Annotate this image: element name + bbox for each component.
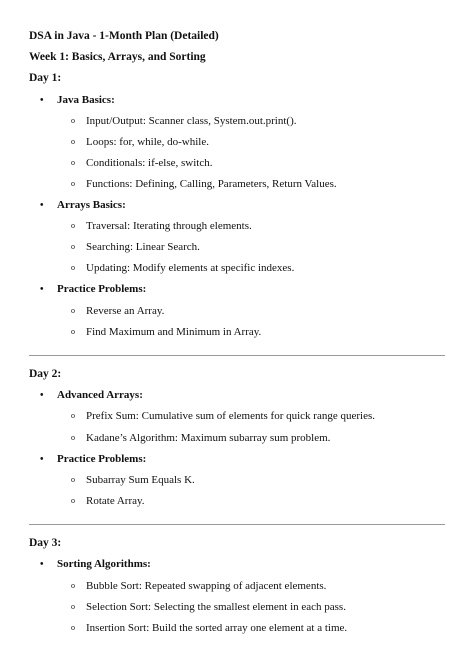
week-heading: Week 1: Basics, Arrays, and Sorting bbox=[29, 51, 206, 63]
list-item-text: Insertion Sort: Build the sorted array one element at a time. bbox=[86, 622, 348, 634]
topic-label: Advanced Arrays: bbox=[57, 389, 143, 401]
list-item bbox=[71, 305, 164, 317]
topic-label: Practice Problems: bbox=[57, 453, 147, 465]
topic-advanced-arrays bbox=[40, 389, 143, 401]
list-item-text: Bubble Sort: Repeated swapping of adjacent elements. bbox=[86, 580, 327, 592]
list-item-text: Functions: Defining, Calling, Parameters, Return Values. bbox=[86, 178, 337, 190]
topic-practice-problems bbox=[40, 453, 146, 465]
bullet-icon: • bbox=[40, 454, 44, 465]
day-1-heading: Day 1: bbox=[29, 72, 62, 84]
sub-bullet-icon: o bbox=[71, 242, 75, 251]
list-item bbox=[71, 157, 212, 169]
list-item-text: Selection Sort: Selecting the smallest element in each pass. bbox=[86, 601, 346, 613]
sub-bullet-icon: o bbox=[71, 137, 75, 146]
list-item-text: Subarray Sum Equals K. bbox=[86, 474, 195, 486]
sub-bullet-icon: o bbox=[71, 602, 75, 611]
list-item bbox=[71, 136, 209, 148]
sub-bullet-icon: o bbox=[71, 263, 75, 272]
list-item-text: Input/Output: Scanner class, System.out.print(). bbox=[86, 115, 297, 127]
sub-bullet-icon: o bbox=[71, 411, 75, 420]
sub-bullet-icon: o bbox=[71, 179, 75, 188]
list-item bbox=[71, 601, 346, 613]
topic-label: Practice Problems: bbox=[57, 283, 147, 295]
list-item bbox=[71, 115, 297, 127]
bullet-icon: • bbox=[40, 284, 44, 295]
list-item-text: Prefix Sum: Cumulative sum of elements for quick range queries. bbox=[86, 410, 375, 422]
list-item-text: Rotate Array. bbox=[86, 495, 145, 507]
section-divider bbox=[29, 524, 445, 525]
bullet-icon: • bbox=[40, 559, 44, 570]
list-item bbox=[71, 474, 195, 486]
topic-label: Java Basics: bbox=[57, 94, 115, 106]
sub-bullet-icon: o bbox=[71, 581, 75, 590]
list-item-text: Conditionals: if-else, switch. bbox=[86, 157, 213, 169]
list-item bbox=[71, 220, 252, 232]
day-3-heading: Day 3: bbox=[29, 537, 62, 549]
list-item bbox=[71, 262, 294, 274]
list-item bbox=[71, 622, 347, 634]
sub-bullet-icon: o bbox=[71, 433, 75, 442]
list-item-text: Updating: Modify elements at specific indexes. bbox=[86, 262, 295, 274]
list-item bbox=[71, 580, 326, 592]
topic-arrays-basics bbox=[40, 199, 126, 211]
sub-bullet-icon: o bbox=[71, 306, 75, 315]
topic-label: Arrays Basics: bbox=[57, 199, 126, 211]
sub-bullet-icon: o bbox=[71, 221, 75, 230]
sub-bullet-icon: o bbox=[71, 475, 75, 484]
sub-bullet-icon: o bbox=[71, 623, 75, 632]
list-item bbox=[71, 241, 200, 253]
topic-java-basics bbox=[40, 94, 115, 106]
list-item bbox=[71, 178, 337, 190]
list-item bbox=[71, 432, 330, 444]
list-item-text: Loops: for, while, do-while. bbox=[86, 136, 209, 148]
document-title: DSA in Java - 1-Month Plan (Detailed) bbox=[29, 30, 219, 42]
bullet-icon: • bbox=[40, 95, 44, 106]
list-item bbox=[71, 326, 261, 338]
sub-bullet-icon: o bbox=[71, 158, 75, 167]
sub-bullet-icon: o bbox=[71, 116, 75, 125]
list-item-text: Traversal: Iterating through elements. bbox=[86, 220, 252, 232]
section-divider bbox=[29, 355, 445, 356]
list-item bbox=[71, 410, 375, 422]
topic-sorting-algorithms bbox=[40, 558, 151, 570]
list-item-text: Find Maximum and Minimum in Array. bbox=[86, 326, 262, 338]
topic-practice-problems bbox=[40, 283, 146, 295]
sub-bullet-icon: o bbox=[71, 327, 75, 336]
list-item bbox=[71, 495, 145, 507]
sub-bullet-icon: o bbox=[71, 496, 75, 505]
bullet-icon: • bbox=[40, 390, 44, 401]
list-item-text: Reverse an Array. bbox=[86, 305, 165, 317]
day-2-heading: Day 2: bbox=[29, 368, 62, 380]
list-item-text: Searching: Linear Search. bbox=[86, 241, 200, 253]
list-item-text: Kadane’s Algorithm: Maximum subarray sum problem. bbox=[86, 432, 331, 444]
topic-label: Sorting Algorithms: bbox=[57, 558, 151, 570]
bullet-icon: • bbox=[40, 200, 44, 211]
